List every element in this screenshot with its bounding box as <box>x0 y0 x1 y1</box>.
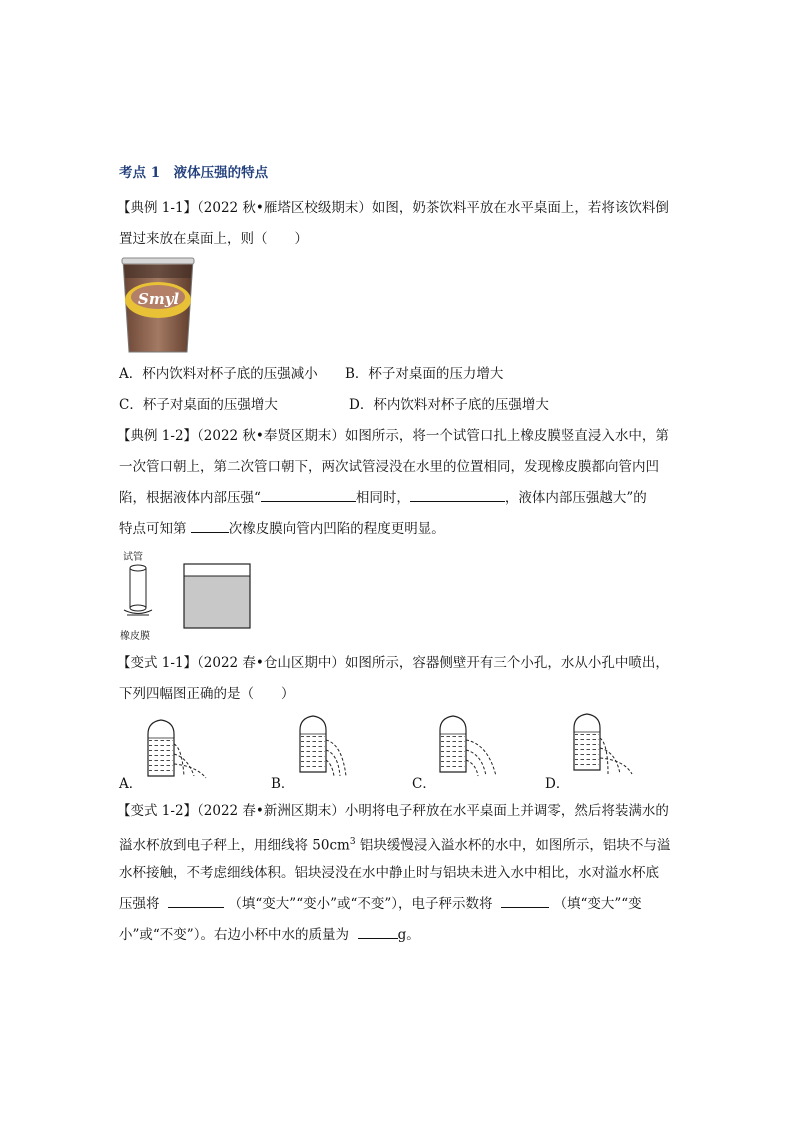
option-c-figure <box>440 716 496 776</box>
var2-text-4b: （填“变大”“变小”或“不变”），电子秤示数将 <box>228 896 493 912</box>
label-test-tube: 试管 <box>123 552 143 563</box>
var2-text-2a: 溢水杯放到电子秤上，用细线将 50cm <box>119 837 350 854</box>
var2-blank-2[interactable] <box>501 893 549 908</box>
test-tube-icon <box>124 565 152 615</box>
option-c-label: C． <box>412 776 436 792</box>
ex1-text-1: （2022 秋•雁塔区校级期末）如图，奶茶饮料平放在水平桌面上，若将该饮料倒 <box>197 200 669 216</box>
var2-line5 <box>119 924 420 946</box>
var1-text-1: （2022 春•仓山区期中）如图所示，容器侧壁开有三个小孔，水从小孔中喷出， <box>197 655 669 671</box>
var2-text-2b: 铝块缓慢浸入溢水杯的水中，如图所示，铝块不与溢 <box>355 837 671 854</box>
ex1-option-a: A．杯内饮料对杯子底的压强减小 <box>119 366 318 382</box>
ex1-line2: 置过来放在桌面上，则（ ） <box>119 231 308 247</box>
ex2-text-3b: 相同时， <box>355 490 410 506</box>
water-container-icon <box>184 564 250 628</box>
ex1-line1 <box>117 197 669 219</box>
milk-tea-cup-image <box>120 256 196 354</box>
var1-line1 <box>117 652 669 674</box>
ex2-blank-1[interactable] <box>261 487 356 502</box>
ex2-line3 <box>119 487 647 509</box>
var2-text-1: （2022 春•新洲区期末）小明将电子秤放在水平桌面上并调零，然后将装满水的 <box>197 803 669 819</box>
cup-logo-text: Smyl <box>138 290 180 308</box>
option-b-figure <box>300 716 346 776</box>
ex2-line4 <box>119 518 445 540</box>
var2-blank-3[interactable] <box>358 924 398 939</box>
ex2-blank-3[interactable] <box>191 518 229 533</box>
ex2-text-3c: ，液体内部压强越大”的 <box>504 490 647 506</box>
test-tube-beaker-diagram <box>118 560 258 630</box>
var2-tag: 【变式 1-2】 <box>117 803 198 819</box>
ex2-text-3a: 陷，根据液体内部压强“ <box>119 490 261 506</box>
label-rubber-membrane: 橡皮膜 <box>120 631 150 642</box>
option-d-figure <box>574 714 632 774</box>
option-a-label: A． <box>119 776 143 792</box>
ex2-text-4b: 次橡皮膜向管内凹陷的程度更明显。 <box>228 521 445 537</box>
var1-line2: 下列四幅图正确的是（ ） <box>119 686 295 702</box>
var2-line2 <box>119 831 670 857</box>
ex2-blank-2[interactable] <box>410 487 505 502</box>
var2-superscript: 3 <box>349 837 356 847</box>
var1-tag: 【变式 1-1】 <box>117 655 198 671</box>
var2-line1 <box>117 800 669 822</box>
ex2-line2: 一次管口朝上，第二次管口朝下，两次试管浸没在水里的位置相同，发现橡皮膜都向管内凹 <box>119 459 659 475</box>
var2-blank-1[interactable] <box>168 893 224 908</box>
var2-text-4a: 压强将 <box>119 896 160 912</box>
var2-text-5b: g。 <box>397 927 420 943</box>
var2-text-5a: 小”或“不变”）。右边小杯中水的质量为 <box>119 927 349 943</box>
option-b-label: B． <box>271 776 295 792</box>
var2-line4 <box>119 893 642 915</box>
ex2-tag: 【典例 1-2】 <box>117 428 198 444</box>
ex2-text-1: （2022 秋•奉贤区期末）如图所示，将一个试管口扎上橡皮膜竖直浸入水中，第 <box>197 428 669 444</box>
option-d-label: D． <box>545 776 570 792</box>
ex1-tag: 【典例 1-1】 <box>117 200 198 216</box>
ex1-option-c: C．杯子对桌面的压强增大 <box>119 397 278 413</box>
ex2-line1 <box>117 425 669 447</box>
section-heading: 考点 1 液体压强的特点 <box>119 165 269 181</box>
ex1-option-d: D．杯内饮料对杯子底的压强增大 <box>349 397 549 413</box>
ex1-option-b: B．杯子对桌面的压力增大 <box>345 366 504 382</box>
option-a-figure <box>148 720 206 778</box>
ex2-text-4a: 特点可知第 <box>119 521 187 537</box>
var2-line3: 水杯接触，不考虑细线体积。铝块浸没在水中静止时与铝块未进入水中相比，水对溢水杯底 <box>119 865 659 881</box>
var2-text-4c: （填“变大”“变 <box>553 896 642 912</box>
